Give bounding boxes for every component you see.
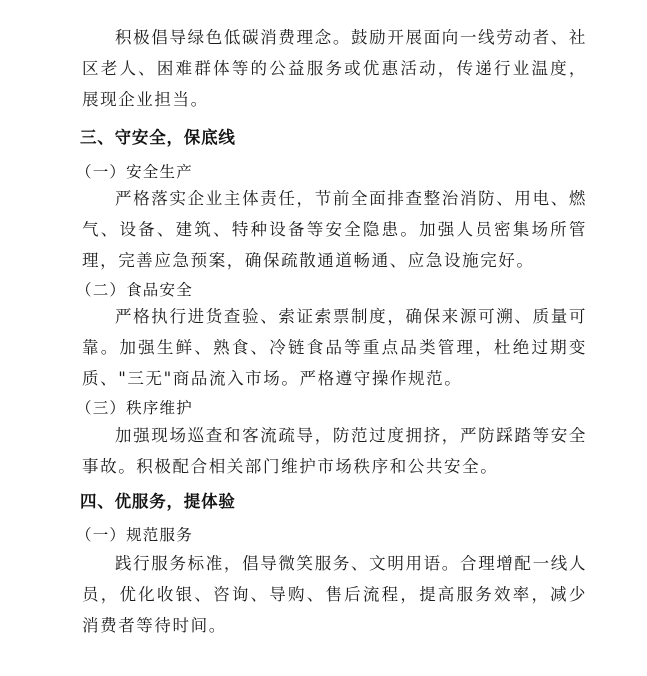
section-3-heading: 三、守安全，保底线 [80, 128, 236, 147]
section-4-sub-1-body: 践行服务标准，倡导微笑服务、文明用语。合理增配一线人员，优化收银、咨询、导购、售后流程，提高服务效率，减少消费者等待时间。 [82, 554, 587, 635]
section-3-sub-1-body-block [82, 183, 587, 276]
section-4-sub-1-heading: （一）规范服务 [76, 526, 193, 544]
section-3-sub-3-heading-block [76, 394, 581, 422]
section-3-sub-3-heading: （三）秩序维护 [76, 399, 193, 417]
section-3-sub-2-body-block [82, 301, 587, 394]
section-3-sub-2-heading-block [76, 276, 581, 304]
section-3-sub-1-heading: （一）安全生产 [76, 163, 193, 181]
section-3-sub-1-heading-block [76, 158, 581, 186]
section-4-heading: 四、优服务，提体验 [80, 492, 236, 511]
intro-block [82, 22, 587, 115]
section-3-sub-3-body: 加强现场巡查和客流疏导，防范过度拥挤，严防踩踏等安全事故。积极配合相关部门维护市场秩序和公共安全。 [82, 426, 587, 476]
section-4-sub-1-body-block [82, 548, 587, 641]
section-3-sub-2-body: 严格执行进货查验、索证索票制度，确保来源可溯、质量可靠。加强生鲜、熟食、冷链食品等重点品类管理，杜绝过期变质、"三无"商品流入市场。严格遵守操作规范。 [82, 307, 587, 388]
section-3-heading-block [80, 124, 585, 152]
section-4-sub-1-heading-block [76, 521, 581, 549]
section-3-sub-1-body: 严格落实企业主体责任，节前全面排查整治消防、用电、燃气、设备、建筑、特种设备等安全隐患。加强人员密集场所管理，完善应急预案，确保疏散通道畅通、应急设施完好。 [82, 189, 587, 270]
section-3-sub-2-heading: （二）食品安全 [76, 281, 193, 299]
section-3-sub-3-body-block [82, 420, 587, 482]
section-4-heading-block [80, 488, 585, 516]
intro-paragraph: 积极倡导绿色低碳消费理念。鼓励开展面向一线劳动者、社区老人、困难群体等的公益服务或优惠活动，传递行业温度，展现企业担当。 [82, 28, 587, 109]
